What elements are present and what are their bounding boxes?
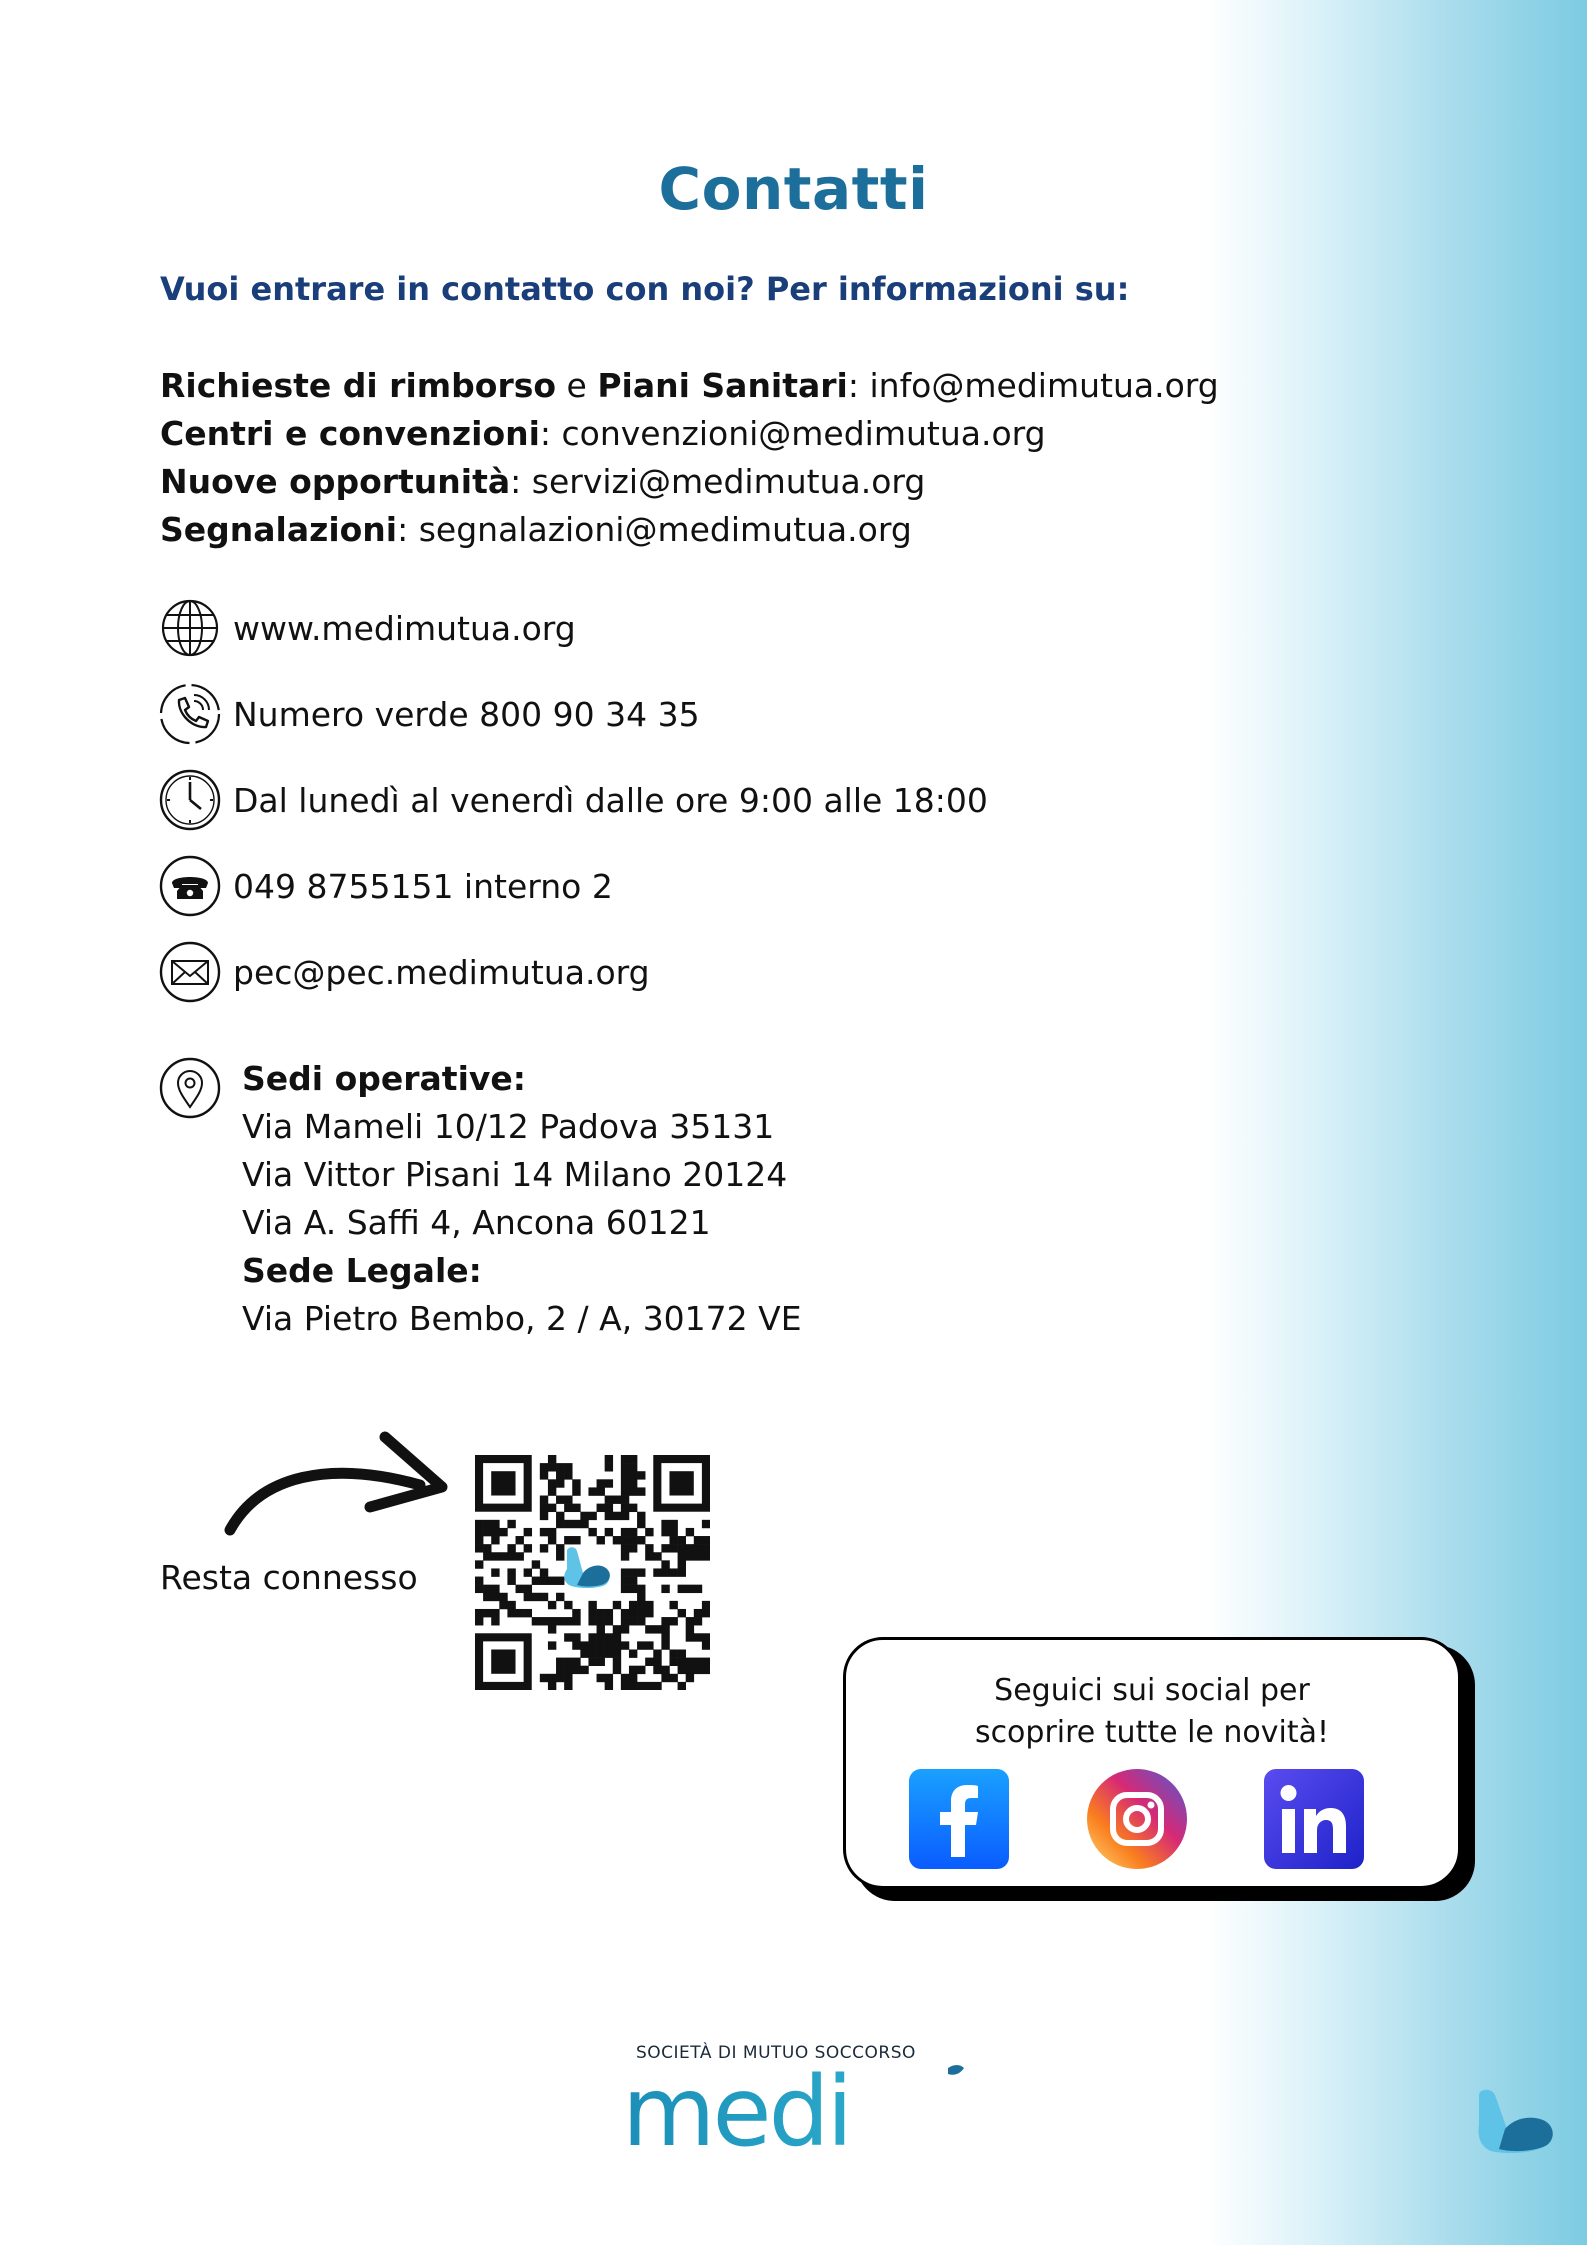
linkedin-icon[interactable] — [1264, 1769, 1364, 1869]
info-line-opportunities: Nuove opportunità: servizi@medimutua.org — [160, 462, 926, 501]
medi-logo — [620, 2050, 980, 2155]
conventions-email[interactable]: : convenzioni@medimutua.org — [539, 414, 1046, 453]
legal-label: Sede Legale: — [242, 1251, 482, 1290]
address-line: Via Mameli 10/12 Padova 35131 — [242, 1107, 775, 1146]
phone-row — [157, 853, 613, 919]
legal-address: Via Pietro Bembo, 2 / A, 30172 VE — [242, 1299, 802, 1338]
logo-text: medi — [622, 2056, 851, 2155]
services-email[interactable]: : servizi@medimutua.org — [510, 462, 926, 501]
pec-email[interactable]: pec@pec.medimutua.org — [233, 952, 650, 992]
globe-icon — [157, 595, 223, 661]
green-number-text[interactable]: Numero verde 800 90 34 35 — [233, 694, 700, 734]
website-link[interactable]: www.medimutua.org — [233, 608, 576, 648]
pec-row — [157, 939, 650, 1005]
mail-icon — [157, 939, 223, 1005]
operative-label: Sedi operative: — [242, 1059, 526, 1098]
clock-icon — [157, 767, 223, 833]
info-email[interactable]: : info@medimutua.org — [847, 366, 1219, 405]
brand-mark-icon — [1475, 2085, 1560, 2170]
subtitle: Vuoi entrare in contatto con noi? Per informazioni su: — [160, 270, 1130, 308]
instagram-icon[interactable] — [1087, 1769, 1187, 1869]
social-box — [843, 1637, 1461, 1889]
qr-label: Resta connesso — [160, 1558, 418, 1597]
footer-tagline: SOCIETÀ DI MUTUO SOCCORSO — [636, 2043, 916, 2063]
side-gradient — [1207, 0, 1587, 2245]
location-pin-icon — [157, 1055, 223, 1121]
info-line-reimbursement: Richieste di rimborso e Piani Sanitari: info@medimutua.org — [160, 366, 1219, 405]
address-line: Via Vittor Pisani 14 Milano 20124 — [242, 1155, 788, 1194]
info-line-reports: Segnalazioni: segnalazioni@medimutua.org — [160, 510, 912, 549]
qr-code[interactable] — [475, 1455, 710, 1690]
phone-call-icon — [157, 681, 223, 747]
hours-text: Dal lunedì al venerdì dalle ore 9:00 alle 18:00 — [233, 780, 988, 820]
address-line: Via A. Saffi 4, Ancona 60121 — [242, 1203, 711, 1242]
hours-row — [157, 767, 988, 833]
website-row — [157, 595, 576, 661]
telephone-icon — [157, 853, 223, 919]
social-text: Seguici sui social per scoprire tutte le novità! — [974, 1673, 1330, 1750]
reports-email[interactable]: : segnalazioni@medimutua.org — [397, 510, 912, 549]
info-block — [160, 362, 1219, 554]
phone-text[interactable]: 049 8755151 interno 2 — [233, 866, 613, 906]
curved-arrow-icon — [220, 1425, 460, 1545]
green-number-row — [157, 681, 700, 747]
info-line-conventions: Centri e convenzioni: convenzioni@medimutua.org — [160, 414, 1046, 453]
facebook-icon[interactable] — [909, 1769, 1009, 1869]
page-title: Contatti — [658, 155, 929, 223]
